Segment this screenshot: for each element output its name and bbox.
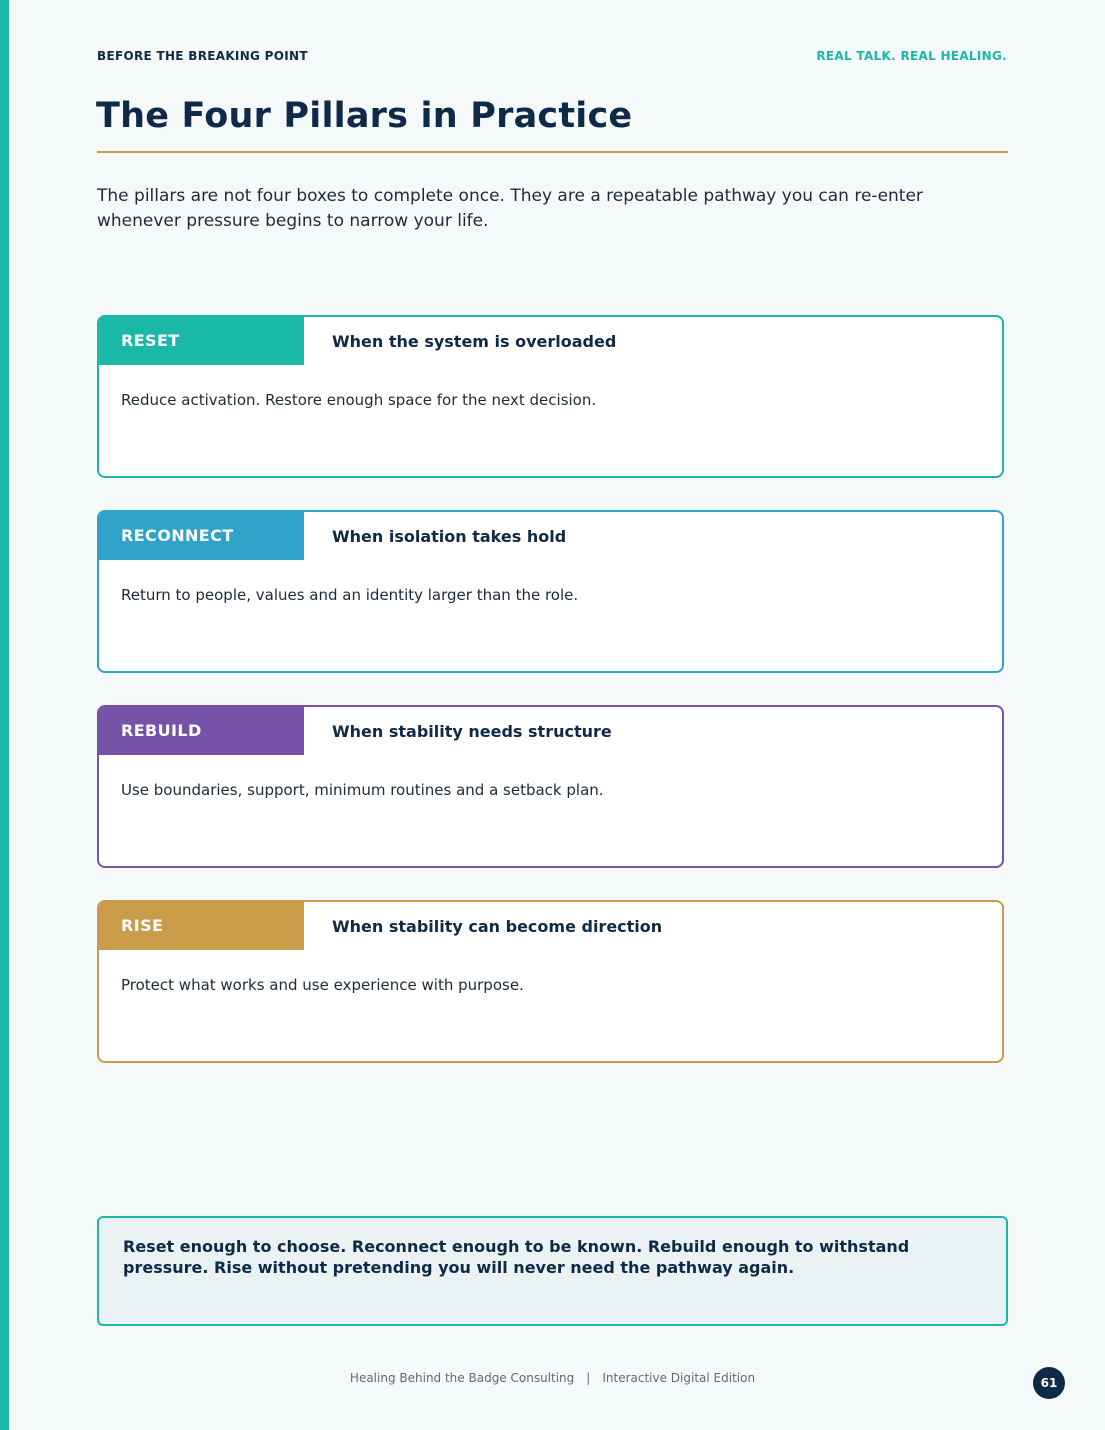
pillar-card-rebuild <box>97 705 1004 868</box>
summary-callout <box>97 1216 1008 1326</box>
pillar-description-reconnect: Return to people, values and an identity larger than the role. <box>121 586 579 604</box>
page-title: The Four Pillars in Practice <box>96 96 633 136</box>
pillar-when-rise: When stability can become direction <box>332 917 663 936</box>
pillar-description-reset: Reduce activation. Restore enough space for the next decision. <box>121 391 597 409</box>
summary-text: Reset enough to choose. Reconnect enough to be known. Rebuild enough to withstand pressure. Rise without pretending you will never need the pathway again. <box>123 1237 910 1277</box>
pillar-when-reset: When the system is overloaded <box>332 332 617 351</box>
page-number-badge: 61 <box>1033 1367 1065 1399</box>
pillar-card-reset <box>97 315 1004 478</box>
pillar-tag-reconnect: RECONNECT <box>99 512 304 560</box>
title-divider <box>97 151 1008 153</box>
running-header-tagline: REAL TALK. REAL HEALING. <box>816 49 1007 63</box>
pillar-tag-rise: RISE <box>99 902 304 950</box>
left-accent-stripe <box>0 0 9 1430</box>
pillar-when-rebuild: When stability needs structure <box>332 722 612 741</box>
pillar-card-rise <box>97 900 1004 1063</box>
intro-paragraph: The pillars are not four boxes to complete once. They are a repeatable pathway you can re-enter whenever pressure begins to narrow your life. <box>97 186 923 231</box>
page-footer <box>0 1371 1105 1385</box>
footer-edition: Interactive Digital Edition <box>602 1371 756 1385</box>
footer-separator: | <box>586 1371 591 1385</box>
pillar-description-rebuild: Use boundaries, support, minimum routines and a setback plan. <box>121 781 604 799</box>
footer-publisher: Healing Behind the Badge Consulting <box>349 1371 575 1385</box>
pillar-tag-reset: RESET <box>99 317 304 365</box>
pillar-card-reconnect <box>97 510 1004 673</box>
running-header-title: BEFORE THE BREAKING POINT <box>97 49 308 63</box>
pillar-when-reconnect: When isolation takes hold <box>332 527 567 546</box>
pillar-tag-rebuild: REBUILD <box>99 707 304 755</box>
pillar-description-rise: Protect what works and use experience with purpose. <box>121 976 524 994</box>
